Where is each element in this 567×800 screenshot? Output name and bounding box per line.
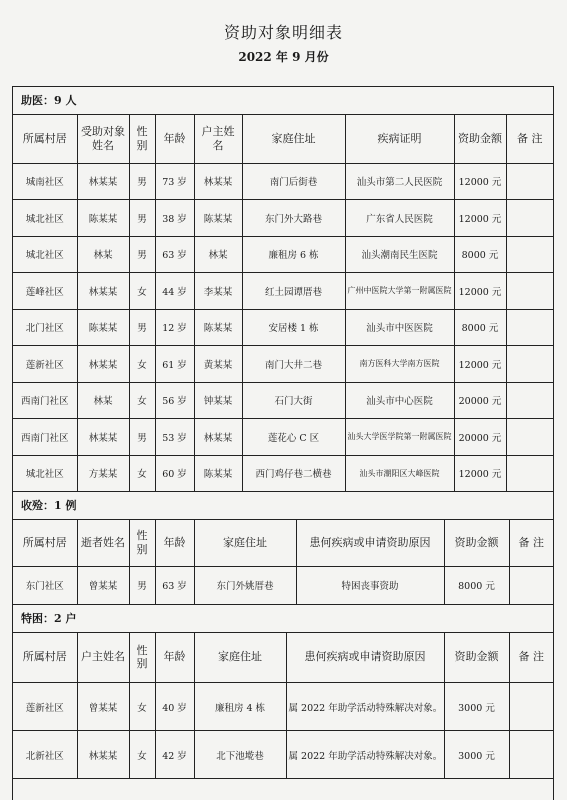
column-header: 家庭住址	[242, 115, 345, 163]
table-cell: 陈某某	[77, 309, 129, 346]
medical-header-row	[13, 115, 553, 163]
table-row	[13, 200, 553, 237]
table-cell: 8000 元	[454, 309, 506, 346]
table-cell: 林某某	[77, 346, 129, 383]
table-cell: 红土园谭厝巷	[242, 273, 345, 310]
table-cell: 陈某某	[194, 200, 242, 237]
table-cell: 男	[129, 236, 155, 273]
table-cell: 莲新社区	[13, 346, 77, 383]
table-cell	[506, 455, 553, 492]
table-cell: 林某某	[77, 731, 129, 779]
table-cell	[509, 566, 553, 604]
table-cell	[506, 273, 553, 310]
table-cell: 北下池墘巷	[194, 731, 286, 779]
table-cell	[506, 419, 553, 456]
table-cell	[509, 731, 553, 779]
table-cell: 3000 元	[444, 683, 509, 731]
table-cell: 东门外大路巷	[242, 200, 345, 237]
table-cell: 陈某某	[194, 455, 242, 492]
table-cell: 曾某某	[77, 566, 129, 604]
special-table	[13, 633, 553, 780]
table-cell: 53 岁	[155, 419, 194, 456]
table-row	[13, 455, 553, 492]
table-cell: 73 岁	[155, 163, 194, 200]
column-header: 资助金额	[444, 633, 509, 683]
table-cell: 南门大井二巷	[242, 346, 345, 383]
table-cell: 男	[129, 566, 155, 604]
table-cell: 汕头大学医学院第一附属医院	[345, 419, 454, 456]
column-header: 疾病证明	[345, 115, 454, 163]
table-cell: 20000 元	[454, 419, 506, 456]
table-cell: 西门鸡仔巷二横巷	[242, 455, 345, 492]
column-header: 受助对象姓名	[77, 115, 129, 163]
table-cell	[506, 236, 553, 273]
table-cell: 属 2022 年助学活动特殊解决对象。	[286, 683, 444, 731]
table-cell: 黄某某	[194, 346, 242, 383]
table-cell: 广东省人民医院	[345, 200, 454, 237]
table-cell	[506, 163, 553, 200]
column-header: 性别	[129, 115, 155, 163]
table-cell	[506, 200, 553, 237]
table-row	[13, 236, 553, 273]
table-cell: 63 岁	[155, 566, 194, 604]
table-cell: 男	[129, 419, 155, 456]
table-cell: 属 2022 年助学活动特殊解决对象。	[286, 731, 444, 779]
table-cell: 南门后街巷	[242, 163, 345, 200]
section-title-medical: 助医：9 人	[13, 87, 553, 115]
table-cell: 12000 元	[454, 273, 506, 310]
table-cell: 林某	[194, 236, 242, 273]
table-cell: 汕头市中医医院	[345, 309, 454, 346]
table-cell: 城南社区	[13, 163, 77, 200]
table-cell: 20000 元	[454, 382, 506, 419]
column-header: 户主姓名	[194, 115, 242, 163]
table-cell: 东门社区	[13, 566, 77, 604]
column-header: 资助金额	[444, 520, 509, 566]
table-cell: 城北社区	[13, 455, 77, 492]
table-cell: 12000 元	[454, 455, 506, 492]
table-cell: 38 岁	[155, 200, 194, 237]
table-cell: 林某某	[77, 163, 129, 200]
column-header: 所属村居	[13, 520, 77, 566]
table-cell: 女	[129, 455, 155, 492]
table-cell: 西南门社区	[13, 382, 77, 419]
table-row	[13, 419, 553, 456]
table-row	[13, 683, 553, 731]
table-cell: 钟某某	[194, 382, 242, 419]
column-header: 家庭住址	[194, 520, 296, 566]
table-cell: 男	[129, 200, 155, 237]
table-row	[13, 731, 553, 779]
table-cell	[506, 346, 553, 383]
medical-table	[13, 115, 553, 492]
funeral-header-row	[13, 520, 553, 566]
page-subtitle: 2022 年 9 月份	[238, 50, 329, 64]
table-cell: 3000 元	[444, 731, 509, 779]
table-cell: 莲花心 C 区	[242, 419, 345, 456]
table-cell: 北新社区	[13, 731, 77, 779]
funeral-table	[13, 520, 553, 605]
table-cell: 女	[129, 346, 155, 383]
table-cell	[509, 683, 553, 731]
table-cell: 林某某	[77, 419, 129, 456]
table-cell: 安居楼 1 栋	[242, 309, 345, 346]
table-row	[13, 382, 553, 419]
table-cell: 男	[129, 309, 155, 346]
table-cell: 12000 元	[454, 200, 506, 237]
table-cell: 女	[129, 683, 155, 731]
table-cell: 63 岁	[155, 236, 194, 273]
table-cell: 特困丧事资助	[296, 566, 444, 604]
column-header: 所属村居	[13, 115, 77, 163]
table-cell: 林某某	[77, 273, 129, 310]
table-cell: 城北社区	[13, 200, 77, 237]
column-header: 资助金额	[454, 115, 506, 163]
table-cell: 8000 元	[454, 236, 506, 273]
table-cell: 12000 元	[454, 346, 506, 383]
table-cell: 南方医科大学南方医院	[345, 346, 454, 383]
table-cell: 广州中医院大学第一附属医院	[345, 273, 454, 310]
table-cell: 东门外姚厝巷	[194, 566, 296, 604]
section-title-funeral: 收殓：1 例	[13, 492, 553, 520]
table-cell: 汕头市中心医院	[345, 382, 454, 419]
column-header: 性别	[129, 633, 155, 683]
column-header: 逝者姓名	[77, 520, 129, 566]
table-cell: 56 岁	[155, 382, 194, 419]
table-cell: 石门大街	[242, 382, 345, 419]
page-title: 资助对象明细表	[223, 23, 343, 42]
table-cell: 林某	[77, 236, 129, 273]
column-header: 户主姓名	[77, 633, 129, 683]
table-cell: 12000 元	[454, 163, 506, 200]
column-header: 备 注	[506, 115, 553, 163]
table-cell: 方某某	[77, 455, 129, 492]
table-cell: 汕头潮南民生医院	[345, 236, 454, 273]
table-cell	[506, 309, 553, 346]
table-cell: 42 岁	[155, 731, 194, 779]
table-cell: 12 岁	[155, 309, 194, 346]
table-row	[13, 566, 553, 604]
table-cell: 城北社区	[13, 236, 77, 273]
column-header: 备 注	[509, 633, 553, 683]
table-cell: 8000 元	[444, 566, 509, 604]
table-cell: 西南门社区	[13, 419, 77, 456]
table-cell: 林某	[77, 382, 129, 419]
table-cell: 莲峰社区	[13, 273, 77, 310]
column-header: 所属村居	[13, 633, 77, 683]
table-cell	[506, 382, 553, 419]
column-header: 患何疾病或申请资助原因	[286, 633, 444, 683]
table-cell: 莲新社区	[13, 683, 77, 731]
column-header: 家庭住址	[194, 633, 286, 683]
table-row	[13, 346, 553, 383]
table-cell: 廉租房 6 栋	[242, 236, 345, 273]
table-cell: 林某某	[194, 163, 242, 200]
table-cell: 44 岁	[155, 273, 194, 310]
table-cell: 曾某某	[77, 683, 129, 731]
table-cell: 陈某某	[77, 200, 129, 237]
table-cell: 女	[129, 731, 155, 779]
table-cell: 廉租房 4 栋	[194, 683, 286, 731]
column-header: 备 注	[509, 520, 553, 566]
table-row	[13, 163, 553, 200]
special-header-row	[13, 633, 553, 683]
detail-sheet	[12, 86, 554, 800]
table-cell: 60 岁	[155, 455, 194, 492]
table-cell: 男	[129, 163, 155, 200]
column-header: 年龄	[155, 633, 194, 683]
table-cell: 女	[129, 382, 155, 419]
table-cell: 女	[129, 273, 155, 310]
table-cell: 陈某某	[194, 309, 242, 346]
table-cell: 汕头市第二人民医院	[345, 163, 454, 200]
column-header: 年龄	[155, 115, 194, 163]
table-cell: 40 岁	[155, 683, 194, 731]
table-row	[13, 273, 553, 310]
table-cell: 北门社区	[13, 309, 77, 346]
section-title-special: 特困：2 户	[13, 605, 553, 633]
column-header: 患何疾病或申请资助原因	[296, 520, 444, 566]
column-header: 性别	[129, 520, 155, 566]
table-cell: 李某某	[194, 273, 242, 310]
table-cell: 61 岁	[155, 346, 194, 383]
table-cell: 林某某	[194, 419, 242, 456]
column-header: 年龄	[155, 520, 194, 566]
table-row	[13, 309, 553, 346]
table-cell: 汕头市潮阳区大峰医院	[345, 455, 454, 492]
